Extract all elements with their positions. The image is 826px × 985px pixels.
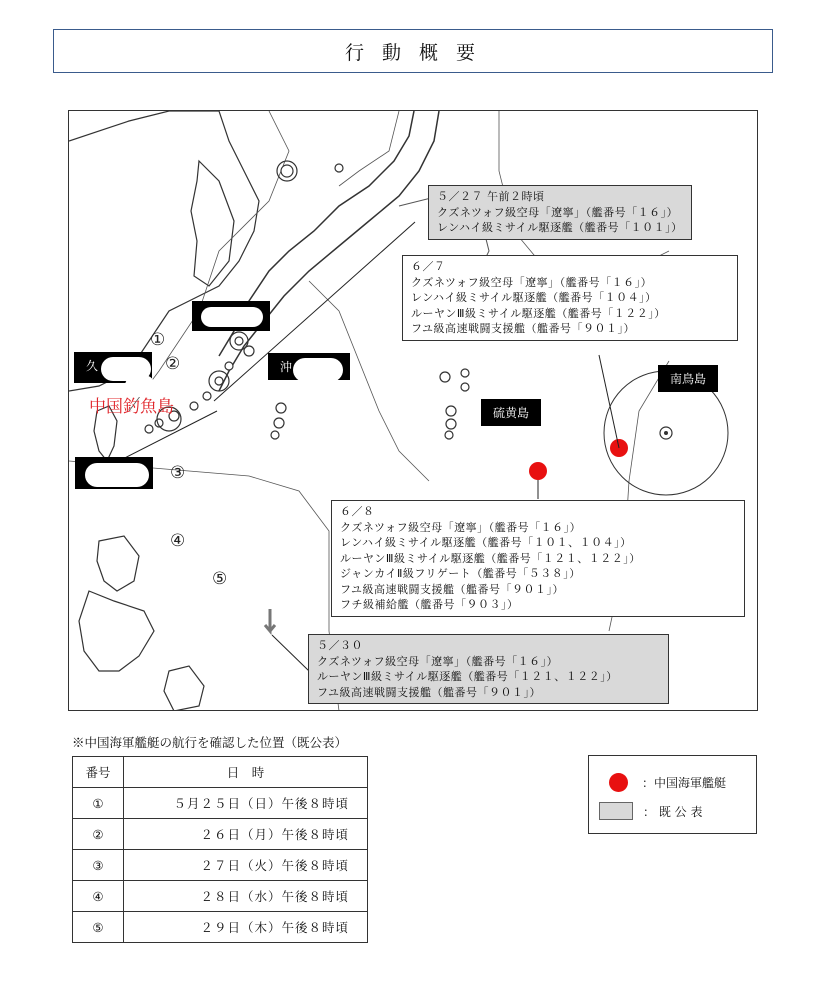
callout-5-30 — [308, 634, 669, 704]
callout-ship-line: ルーヤンⅢ級ミサイル駆逐艦（艦番号「１２１、１２２」） — [317, 670, 618, 683]
redaction-mark — [85, 463, 149, 487]
row-datetime: ２６日（月）午後８時頃 — [124, 819, 368, 850]
redaction-mark — [201, 307, 263, 327]
gray-swatch-icon — [599, 802, 633, 820]
map-legend — [588, 755, 757, 834]
label-iwoto: 硫黄島 — [481, 399, 541, 426]
zone-5-label: ⑤ — [212, 569, 228, 589]
callout-5-27 — [428, 185, 692, 240]
legend-ship-row — [599, 773, 726, 792]
callout-ship-line: ルーヤンⅢ級ミサイル駆逐艦（艦番号「１２１、１２２」） — [340, 551, 641, 565]
eez-line-north — [339, 111, 399, 186]
table-caption: ※中国海軍艦艇の航行を確認した位置（既公表） — [72, 735, 348, 750]
luzon-north — [97, 536, 139, 591]
callout-ship-line: フチ級補給艦（艦番号「９０３」） — [340, 598, 519, 611]
callout-ship-line: クズネツォフ級空母「遼寧」（艦番号「１６」） — [411, 275, 653, 289]
ship-marker-6-8[interactable] — [529, 462, 547, 480]
visayas — [164, 666, 204, 711]
header-datetime: 日 時 — [124, 757, 368, 788]
page-title: 行 動 概 要 — [53, 29, 773, 73]
callout-ship-line: レンハイ級ミサイル駆逐艦（艦番号「１０１」） — [437, 221, 683, 234]
position-dates-table — [72, 756, 368, 943]
row-datetime: ２８日（水）午後８時頃 — [124, 881, 368, 912]
overlay-red-text: 中国釣魚島 — [89, 397, 174, 417]
korean-peninsula — [191, 161, 234, 286]
row-datetime: ２７日（火）午後８時頃 — [124, 850, 368, 881]
row-number: ① — [73, 788, 124, 819]
leader-line-6-7 — [599, 355, 619, 448]
legend-ship-label: ：中国海軍艦艇 — [642, 776, 727, 790]
red-dot-icon — [609, 773, 628, 792]
row-datetime: ５月２５日（日）午後８時頃 — [124, 788, 368, 819]
callout-ship-line: ルーヤンⅢ級ミサイル駆逐艦（艦番号「１２２」） — [411, 306, 666, 320]
luzon-south — [79, 591, 154, 671]
label-left-island: 久 — [74, 352, 152, 383]
header-number: 番号 — [73, 757, 124, 788]
zone-2-label: ② — [165, 354, 181, 374]
callout-date: ５／２７ 午前２時頃 — [437, 190, 545, 203]
leader-line-5-30 — [272, 635, 309, 671]
callout-date: ５／３０ — [317, 639, 363, 652]
callout-6-8 — [331, 500, 745, 617]
zone-3-label: ③ — [170, 463, 186, 483]
legend-published-row — [599, 802, 702, 820]
redaction-mark — [293, 358, 343, 382]
eez-line-south — [69, 461, 339, 711]
callout-ship-line: レンハイ級ミサイル駆逐艦（艦番号「１０１、１０４」） — [340, 536, 632, 549]
row-number: ② — [73, 819, 124, 850]
label-minamitori: 南鳥島 — [658, 365, 718, 392]
map[interactable] — [68, 110, 758, 711]
callout-ship-line: クズネツォフ級空母「遼寧」（艦番号「１６」） — [340, 520, 582, 534]
callout-6-7 — [402, 255, 738, 341]
callout-ship-line: クズネツォフ級空母「遼寧」（艦番号「１６」） — [317, 654, 559, 668]
callout-ship-line: ジャンカイⅡ級フリゲート（艦番号「５３８」） — [340, 567, 581, 580]
legend-published-label: ： 既 公 表 — [643, 804, 703, 819]
zone-1-label: ① — [150, 330, 166, 350]
callout-date: ６／７ — [411, 260, 446, 273]
table-row — [73, 912, 368, 943]
row-number: ⑤ — [73, 912, 124, 943]
table-row — [73, 850, 368, 881]
label-okinotori: 沖 — [268, 353, 350, 380]
callout-ship-line: フユ級高速戦闘支援艦（艦番号「９０１」） — [317, 685, 541, 699]
row-number: ③ — [73, 850, 124, 881]
table-row — [73, 788, 368, 819]
table-row — [73, 881, 368, 912]
zone-4-label: ④ — [170, 531, 186, 551]
table-row — [73, 819, 368, 850]
callout-ship-line: フユ級高速戦闘支援艦（艦番号「９０１」） — [411, 322, 635, 335]
callout-date: ６／８ — [340, 505, 375, 518]
callout-ship-line: クズネツォフ級空母「遼寧」（艦番号「１６」） — [437, 205, 679, 219]
row-datetime: ２９日（木）午後８時頃 — [124, 912, 368, 943]
row-number: ④ — [73, 881, 124, 912]
callout-ship-line: フユ級高速戦闘支援艦（艦番号「９０１」） — [340, 582, 564, 596]
down-arrow-icon — [265, 609, 275, 631]
callout-ship-line: レンハイ級ミサイル駆逐艦（艦番号「１０４」） — [411, 291, 657, 304]
